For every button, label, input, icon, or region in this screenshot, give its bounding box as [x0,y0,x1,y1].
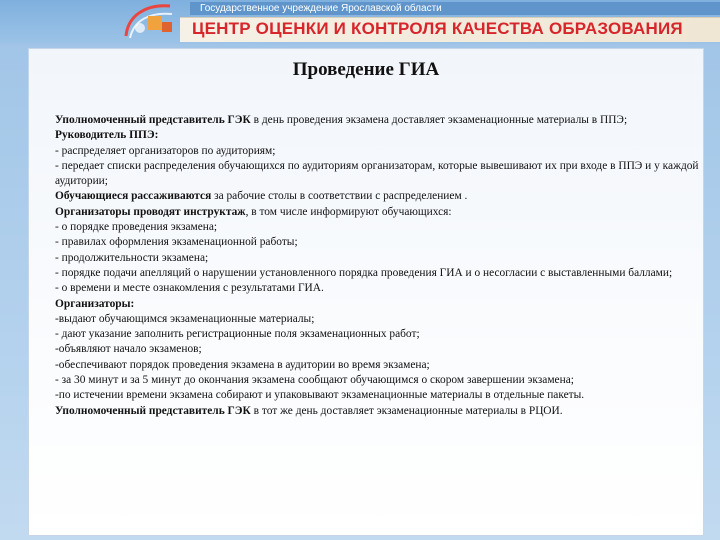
center-name: ЦЕНТР ОЦЕНКИ И КОНТРОЛЯ КАЧЕСТВА ОБРАЗОВАНИЯ [192,19,683,38]
paragraph: - дают указание заполнить регистрационные поля экзаменационных работ; [55,328,420,341]
bold-run: Уполномоченный представитель ГЭК [55,404,251,417]
paragraph [55,189,701,204]
paragraph [55,404,701,419]
bold-run: Обучающиеся рассаживаются [55,190,212,203]
paragraph: -обеспечивают порядок проведения экзамена в аудитории во время экзамена; [55,358,430,371]
text-run: , в том числе информируют обучающихся: [245,205,452,218]
text-run: за рабочие столы в соответствии с распределением . [211,190,468,203]
paragraph: -выдают обучающимся экзаменационные материалы; [55,312,315,325]
body-text [55,113,701,419]
text-run: в день проведения экзамена доставляет экзаменационные материалы в ППЭ; [250,114,628,126]
header-banner [0,0,720,44]
paragraph: - порядке подачи апелляций о нарушении установленного порядка проведения ГИА и о несогласии с выставленными баллами; [55,266,673,279]
text-run: в тот же день доставляет экзаменационные материалы в РЦОИ. [250,404,563,417]
paragraph: - передает списки распределения обучающихся по аудиториям организаторам, которые вывешивают их при входе в ППЭ и у каждой аудитории; [55,159,699,188]
paragraph: -по истечении времени экзамена собирают и упаковывают экзаменационные материалы в отдельные пакеты. [55,389,585,402]
paragraph: - о времени и месте ознакомления с результатами ГИА. [55,282,324,295]
paragraph: Организаторы: [55,297,135,310]
paragraph: - о порядке проведения экзамена; [55,221,218,234]
center-name-bar [180,17,720,42]
paragraph [55,205,701,220]
center-logo-icon [118,0,178,44]
paragraph: - распределяет организаторов по аудиториям; [55,144,276,157]
bold-run: Организаторы проводят инструктаж [55,205,246,218]
paragraph [55,113,701,128]
org-name: Государственное учреждение Ярославской области [190,2,720,15]
page-title: Проведение ГИА [292,59,440,80]
content-panel [28,48,704,536]
paragraph: - правилах оформления экзаменационной работы; [55,236,298,249]
paragraph: - за 30 минут и за 5 минут до окончания экзамена сообщают обучающимся о скором завершении экзамена; [55,374,574,387]
bold-run: Уполномоченный представитель ГЭК [55,114,251,126]
paragraph: - продолжительности экзамена; [55,251,209,264]
paragraph: Руководитель ППЭ: [55,129,159,142]
paragraph: -объявляют начало экзаменов; [55,343,202,356]
